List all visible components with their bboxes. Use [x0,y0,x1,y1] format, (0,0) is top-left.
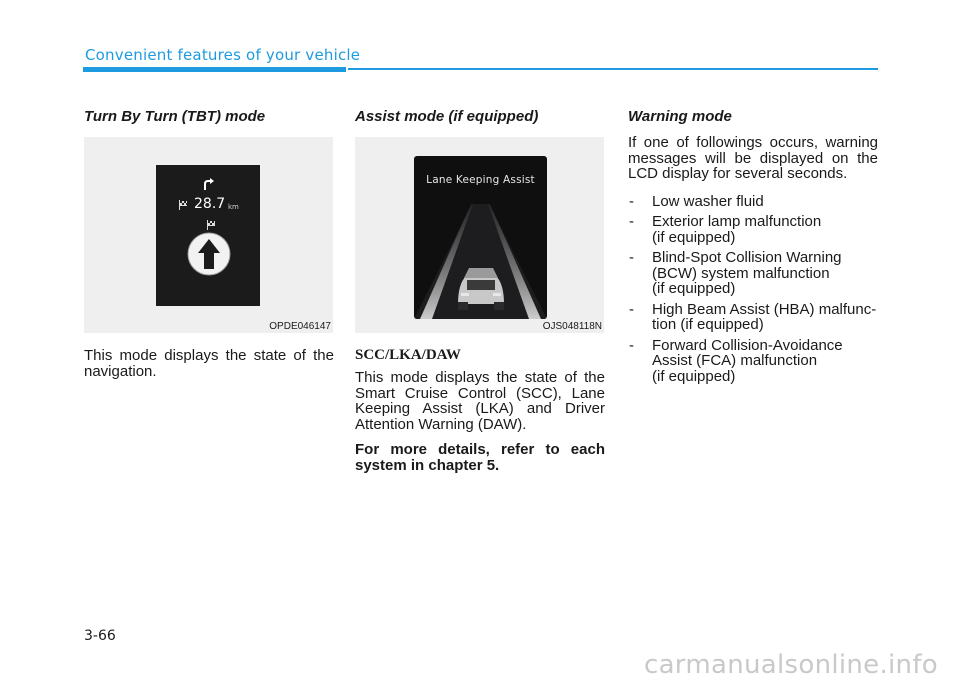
lka-screen-title: Lane Keeping Assist [426,174,535,186]
tbt-section [84,108,334,379]
lane-car-illustration [414,196,547,319]
assist-cluster-screen [414,156,547,319]
header-rule-thick [83,67,346,72]
tbt-heading: Turn By Turn (TBT) mode [84,108,266,125]
checkered-flag-icon [178,200,188,210]
assist-subheading: SCC/LKA/DAW [355,347,461,363]
header-rule-thin [348,68,878,70]
list-item: - Blind-Spot Collision Warning (BCW) system malfunction (if equipped) [629,249,842,297]
header-title: Convenient features of your vehicle [85,46,361,64]
list-item: - Exterior lamp malfunction (if equipped) [629,213,822,246]
turn-right-arrow-icon [202,177,216,191]
assist-section [355,108,605,473]
figure-code: OJS048118N [542,321,602,332]
tbt-body: This mode displays the state of the navigation. [84,347,334,380]
warning-section [628,108,878,389]
distance-unit: km [228,203,239,211]
list-item: - Low washer fluid [629,192,764,210]
tbt-figure [84,137,333,333]
assist-body: This mode displays the state of the Smart Cruise Control (SCC), Lane Keeping Assist (LKA) and Driver Attention Warning (DAW). [355,369,605,433]
page-number: 3-66 [84,628,116,644]
destination-flag-icon [206,220,216,230]
watermark: carmanualsonline.info [643,650,938,680]
list-item: - High Beam Assist (HBA) malfunc- tion (if equipped) [629,300,877,333]
warning-intro: If one of followings occurs, warning messages will be displayed on the LCD display for several seconds. [628,134,878,182]
assist-note: For more details, refer to each system in chapter 5. [355,441,605,474]
navigation-direction-icon [187,232,231,276]
tbt-cluster-screen [156,165,260,306]
list-item: - Forward Collision-Avoidance Assist (FCA) malfunction (if equipped) [629,336,843,385]
warning-list [628,194,878,385]
assist-heading: Assist mode (if equipped) [355,108,539,125]
distance-value: 28.7 [194,196,226,212]
figure-code: OPDE046147 [269,321,331,332]
assist-figure [355,137,604,333]
warning-heading: Warning mode [628,108,732,125]
